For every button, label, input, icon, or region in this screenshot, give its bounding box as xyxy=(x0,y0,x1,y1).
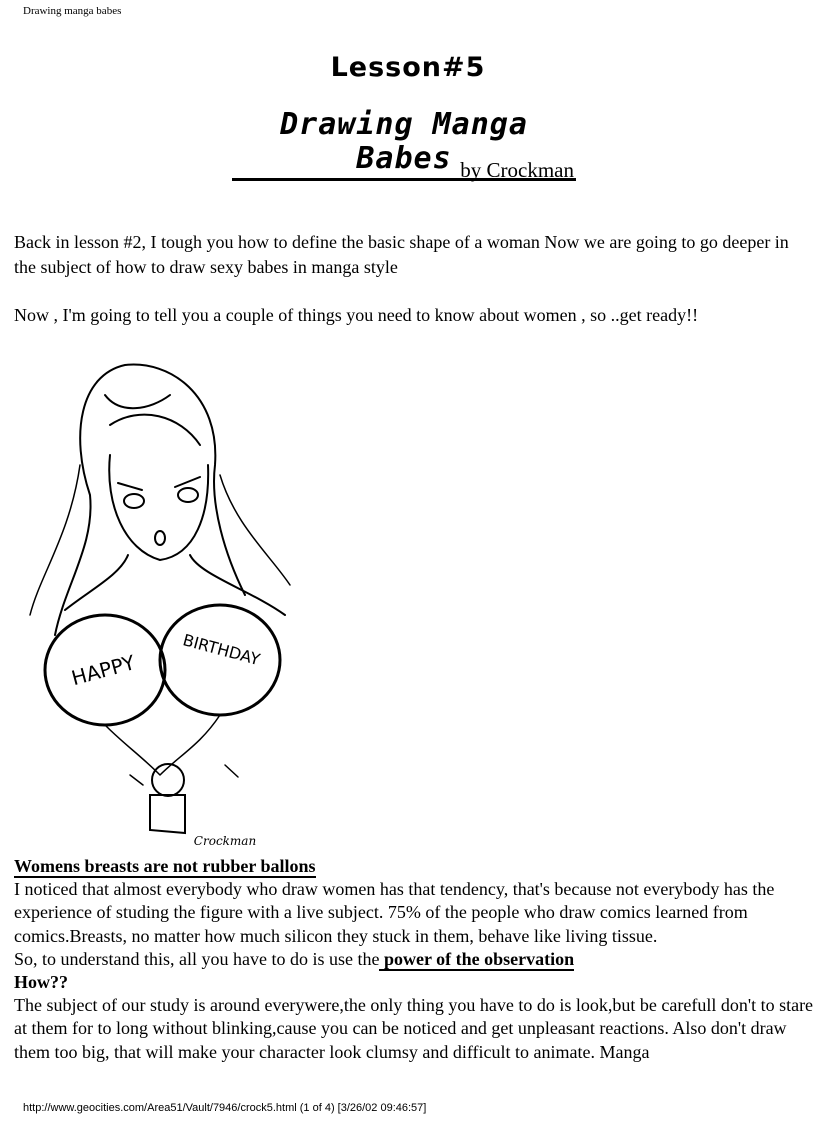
section-question: How?? xyxy=(14,972,68,993)
manga-illustration xyxy=(10,355,310,855)
section-heading: Womens breasts are not rubber ballons xyxy=(14,856,316,876)
breasts-section xyxy=(14,855,814,1064)
artist-signature: Crockman xyxy=(193,834,257,848)
page-footer-url: http://www.geocities.com/Area51/Vault/7946/crock5.html (1 of 4) [3/26/02 09:46:57] xyxy=(23,1102,427,1114)
balloon-right-text: BIRTHDAY xyxy=(180,630,263,670)
balloon-right xyxy=(160,605,280,715)
author-byline: by Crockman xyxy=(460,158,574,182)
intro-paragraph-1: Back in lesson #2, I tough you how to define the basic shape of a woman Now we are going to go deeper in the subject of how to draw sexy babes in manga style xyxy=(14,232,789,277)
emphasis-text: power of the observation xyxy=(379,948,575,969)
page-header-label: Drawing manga babes xyxy=(23,5,122,17)
section-body-3: The subject of our study is around everywere,the only thing you have to do is look,but be carefull don't to stare at them for to long without blinking,cause you can be noticed and get unpleasant reactions. Also don't draw them too big, that will make your character look clumsy and difficult to animate. Manga xyxy=(14,995,814,1062)
lesson-subtitle: Drawing Manga Babes xyxy=(232,108,576,181)
balloon-left-text: HAPPY xyxy=(68,650,138,691)
section-body-1: I noticed that almost everybody who draw women has that tendency, that's because not everybody has the experience of studing the figure with a live subject. 75% of the people who draw comics learned from comics.Breasts, no matter how much silicon they stuck in them, behave like living tissue. xyxy=(14,879,775,946)
section-body-2: So, to understand this, all you have to do is use the xyxy=(14,948,380,969)
small-character-head xyxy=(152,764,184,796)
lesson-title: Lesson#5 xyxy=(330,52,486,83)
intro-paragraph-2: Now , I'm going to tell you a couple of things you need to know about women , so ..get ready!! xyxy=(14,305,699,325)
